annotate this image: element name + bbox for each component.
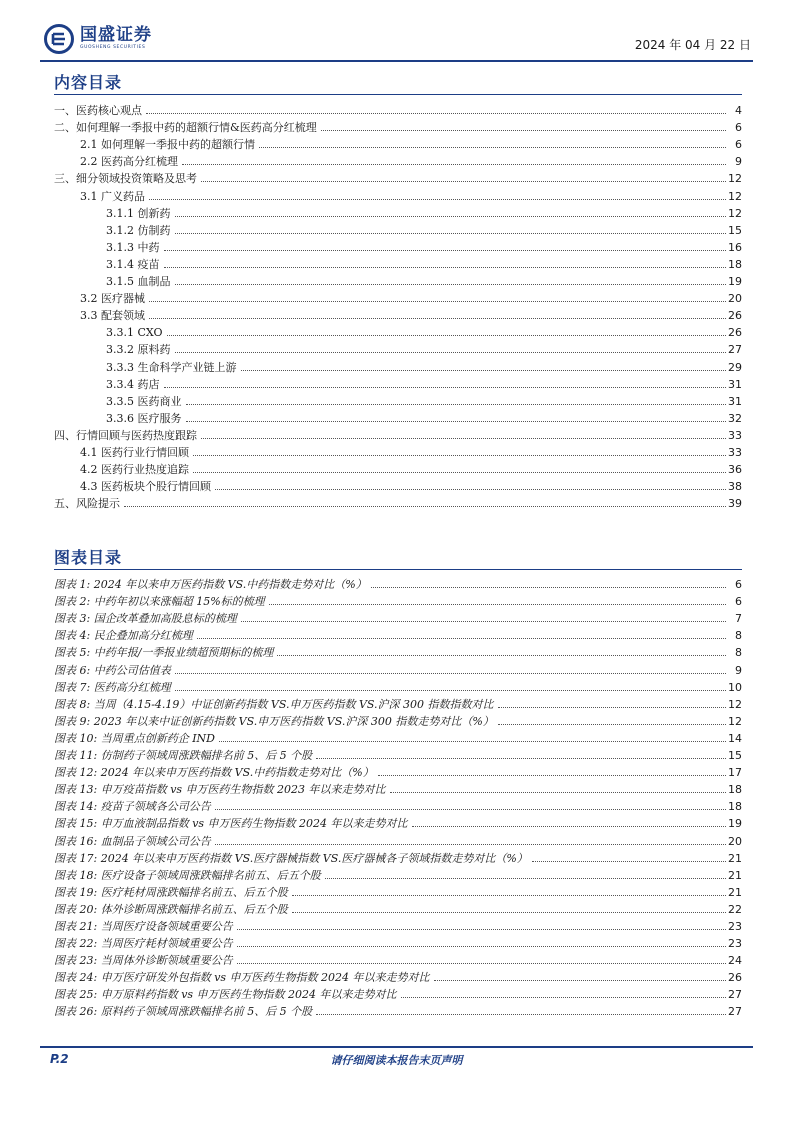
dot-leader bbox=[219, 740, 726, 742]
contents-entry-label: 3.1.1 创新药 bbox=[106, 206, 171, 220]
page-number: P.2 bbox=[50, 1052, 69, 1066]
figure-entry[interactable] bbox=[54, 574, 742, 591]
figure-entry-page: 23 bbox=[728, 919, 742, 933]
figure-entry-label: 图表 23: 当周体外诊断领域重要公告 bbox=[54, 954, 233, 968]
contents-entry-page: 31 bbox=[728, 377, 742, 391]
dot-leader bbox=[175, 672, 726, 674]
dot-leader bbox=[164, 386, 727, 388]
dot-leader bbox=[193, 454, 726, 456]
contents-entry-page: 19 bbox=[728, 275, 742, 289]
contents-entry-page: 12 bbox=[728, 206, 742, 220]
guosheng-logo-icon bbox=[44, 24, 74, 54]
figure-entry[interactable] bbox=[54, 933, 742, 950]
figure-entry-label: 图表 17: 2024 年以来申万医药指数 VS.医疗器械指数 VS.医疗器械各子领域指数走势对比（%） bbox=[54, 851, 528, 865]
contents-entry[interactable] bbox=[54, 493, 742, 510]
figure-entry-label: 图表 6: 中药公司估值表 bbox=[54, 663, 171, 677]
figure-entry[interactable] bbox=[54, 642, 742, 659]
contents-entry-label: 4.3 医药板块个股行情回顾 bbox=[80, 480, 211, 494]
contents-entry[interactable] bbox=[54, 254, 742, 271]
dot-leader bbox=[175, 232, 727, 234]
contents-entry-page: 12 bbox=[728, 172, 742, 186]
figure-entry[interactable] bbox=[54, 950, 742, 967]
contents-entry-label: 4.2 医药行业热度追踪 bbox=[80, 463, 189, 477]
contents-entry-label: 3.3.2 原料药 bbox=[106, 343, 171, 357]
dot-leader bbox=[215, 843, 726, 845]
contents-entry[interactable] bbox=[54, 220, 742, 237]
dot-leader bbox=[186, 420, 727, 422]
figure-entry-page: 6 bbox=[735, 578, 742, 592]
contents-title-divider bbox=[54, 94, 742, 95]
figure-entry[interactable] bbox=[54, 865, 742, 882]
contents-entry[interactable] bbox=[54, 203, 742, 220]
contents-entry-page: 39 bbox=[728, 497, 742, 511]
figure-entry[interactable] bbox=[54, 659, 742, 676]
contents-entry-label: 4.1 医药行业行情回顾 bbox=[80, 445, 189, 459]
contents-entry-label: 3.3 配套领域 bbox=[80, 309, 145, 323]
contents-entry[interactable] bbox=[54, 288, 742, 305]
page-header bbox=[40, 22, 753, 56]
contents-entry-page: 6 bbox=[735, 121, 742, 135]
contents-entry[interactable] bbox=[54, 374, 742, 391]
figures-title-divider bbox=[54, 569, 742, 570]
contents-entry[interactable] bbox=[54, 100, 742, 117]
figure-entry-page: 6 bbox=[735, 595, 742, 609]
figure-entry[interactable] bbox=[54, 848, 742, 865]
figure-entry[interactable] bbox=[54, 745, 742, 762]
contents-entry-page: 9 bbox=[735, 155, 742, 169]
figure-entry[interactable] bbox=[54, 591, 742, 608]
contents-entry-label: 2.2 医药高分红梳理 bbox=[80, 155, 178, 169]
figure-entry[interactable] bbox=[54, 967, 742, 984]
dot-leader bbox=[498, 723, 726, 725]
dot-leader bbox=[277, 654, 726, 656]
disclaimer-note: 请仔细阅读本报告末页声明 bbox=[330, 1054, 463, 1067]
contents-entry-page: 38 bbox=[728, 480, 742, 494]
figure-entry-label: 图表 8: 当周（4.15-4.19）中证创新药指数 VS.申万医药指数 VS.沪深 300 指数指数对比 bbox=[54, 697, 494, 711]
contents-entry-label: 3.3.4 药店 bbox=[106, 377, 160, 391]
dot-leader bbox=[149, 317, 726, 319]
figure-entry[interactable] bbox=[54, 779, 742, 796]
dot-leader bbox=[321, 129, 726, 131]
contents-entry-page: 26 bbox=[728, 309, 742, 323]
contents-entry[interactable] bbox=[54, 442, 742, 459]
figure-entry[interactable] bbox=[54, 728, 742, 745]
dot-leader bbox=[197, 637, 726, 639]
figure-entry-label: 图表 21: 当周医疗设备领域重要公告 bbox=[54, 919, 233, 933]
figure-entry[interactable] bbox=[54, 625, 742, 642]
dot-leader bbox=[193, 471, 726, 473]
figure-entry[interactable] bbox=[54, 677, 742, 694]
figure-entry[interactable] bbox=[54, 899, 742, 916]
figure-entry-page: 26 bbox=[728, 971, 742, 985]
dot-leader bbox=[215, 808, 726, 810]
contents-entry[interactable] bbox=[54, 185, 742, 202]
contents-entry-page: 26 bbox=[728, 326, 742, 340]
dot-leader bbox=[237, 945, 726, 947]
figure-entry[interactable] bbox=[54, 1001, 742, 1018]
contents-entry-page: 32 bbox=[728, 411, 742, 425]
figure-entry-page: 8 bbox=[735, 629, 742, 643]
figure-entry-label: 图表 24: 申万医疗研发外包指数 vs 申万医药生物指数 2024 年以来走势对比 bbox=[54, 971, 430, 985]
contents-entry-label: 3.1.3 中药 bbox=[106, 240, 160, 254]
contents-title: 内容目录 bbox=[54, 73, 123, 92]
contents-entry[interactable] bbox=[54, 459, 742, 476]
contents-entry-page: 36 bbox=[728, 463, 742, 477]
figure-entry-page: 12 bbox=[728, 714, 742, 728]
contents-entry[interactable] bbox=[54, 476, 742, 493]
figure-entry-page: 19 bbox=[728, 817, 742, 831]
figure-entry[interactable] bbox=[54, 796, 742, 813]
figure-entry-label: 图表 20: 体外诊断周涨跌幅排名前五、后五个股 bbox=[54, 902, 288, 916]
dot-leader bbox=[186, 403, 727, 405]
dot-leader bbox=[237, 962, 726, 964]
figure-entry-page: 10 bbox=[728, 680, 742, 694]
brand-name-en: GUOSHENG SECURITIES bbox=[80, 45, 146, 51]
dot-leader bbox=[292, 911, 726, 913]
contents-entry-label: 五、风险提示 bbox=[54, 497, 120, 511]
contents-entry-label: 2.1 如何理解一季报中药的超额行情 bbox=[80, 138, 255, 152]
brand-logo bbox=[44, 24, 152, 54]
dot-leader bbox=[167, 334, 726, 336]
contents-entry-page: 33 bbox=[728, 445, 742, 459]
figure-entry-page: 14 bbox=[728, 731, 742, 745]
contents-entry[interactable] bbox=[54, 408, 742, 425]
figure-entry-label: 图表 9: 2023 年以来中证创新药指数 VS.申万医药指数 VS.沪深 300 指数走势对比（%） bbox=[54, 714, 494, 728]
figure-entry[interactable] bbox=[54, 762, 742, 779]
figure-entry-label: 图表 26: 原料药子领域周涨跌幅排名前 5、后 5 个股 bbox=[54, 1005, 313, 1019]
dot-leader bbox=[175, 215, 727, 217]
contents-entry-page: 27 bbox=[728, 343, 742, 357]
figure-entry-label: 图表 4: 民企叠加高分红梳理 bbox=[54, 629, 193, 643]
contents-entry-page: 31 bbox=[728, 394, 742, 408]
contents-entry[interactable] bbox=[54, 168, 742, 185]
figure-entry[interactable] bbox=[54, 711, 742, 728]
figure-entry-label: 图表 7: 医药高分红梳理 bbox=[54, 680, 171, 694]
contents-entry[interactable] bbox=[54, 322, 742, 339]
contents-list bbox=[54, 100, 742, 510]
dot-leader bbox=[259, 146, 726, 148]
figure-entry-page: 12 bbox=[728, 697, 742, 711]
contents-entry-page: 4 bbox=[735, 104, 742, 118]
dot-leader bbox=[237, 928, 726, 930]
dot-leader bbox=[124, 505, 726, 507]
dot-leader bbox=[146, 112, 726, 114]
figure-entry-page: 27 bbox=[728, 1005, 742, 1019]
figure-entry-label: 图表 19: 医疗耗材周涨跌幅排名前五、后五个股 bbox=[54, 885, 288, 899]
header-divider bbox=[40, 60, 753, 62]
dot-leader bbox=[241, 369, 727, 371]
contents-entry[interactable] bbox=[54, 305, 742, 322]
figure-entry-page: 7 bbox=[735, 612, 742, 626]
contents-entry-label: 3.3.3 生命科学产业链上游 bbox=[106, 360, 237, 374]
contents-entry-page: 6 bbox=[735, 138, 742, 152]
figure-entry-label: 图表 16: 血制品子领域公司公告 bbox=[54, 834, 211, 848]
figure-entry-page: 27 bbox=[728, 988, 742, 1002]
figure-entry-page: 21 bbox=[728, 885, 742, 899]
dot-leader bbox=[316, 757, 726, 759]
figure-entry-label: 图表 12: 2024 年以来申万医药指数 VS.中药指数走势对比（%） bbox=[54, 766, 374, 780]
figure-entry-page: 21 bbox=[728, 868, 742, 882]
figure-entry-label: 图表 1: 2024 年以来申万医药指数 VS.中药指数走势对比（%） bbox=[54, 578, 367, 592]
contents-entry-label: 3.1.2 仿制药 bbox=[106, 223, 171, 237]
figure-entry[interactable] bbox=[54, 830, 742, 847]
contents-entry-page: 16 bbox=[728, 240, 742, 254]
dot-leader bbox=[532, 860, 726, 862]
dot-leader bbox=[175, 283, 727, 285]
dot-leader bbox=[164, 266, 727, 268]
figure-entry-label: 图表 2: 中药年初以来涨幅超 15%标的梳理 bbox=[54, 595, 265, 609]
figure-entry[interactable] bbox=[54, 882, 742, 899]
dot-leader bbox=[269, 603, 726, 605]
contents-entry-label: 3.3.5 医药商业 bbox=[106, 394, 182, 408]
figure-entry-page: 15 bbox=[728, 749, 742, 763]
contents-entry-label: 一、医药核心观点 bbox=[54, 104, 142, 118]
dot-leader bbox=[325, 877, 726, 879]
footer-divider bbox=[40, 1046, 753, 1048]
dot-leader bbox=[401, 996, 726, 998]
figure-entry-page: 9 bbox=[735, 663, 742, 677]
contents-entry[interactable] bbox=[54, 356, 742, 373]
figure-entry-label: 图表 15: 申万血液制品指数 vs 申万医药生物指数 2024 年以来走势对比 bbox=[54, 817, 408, 831]
contents-entry[interactable] bbox=[54, 339, 742, 356]
contents-entry-page: 18 bbox=[728, 257, 742, 271]
figure-entry-label: 图表 3: 国企改革叠加高股息标的梳理 bbox=[54, 612, 237, 626]
figure-entry-page: 24 bbox=[728, 954, 742, 968]
contents-entry[interactable] bbox=[54, 117, 742, 134]
contents-entry[interactable] bbox=[54, 134, 742, 151]
figure-entry-label: 图表 14: 疫苗子领域各公司公告 bbox=[54, 800, 211, 814]
dot-leader bbox=[164, 249, 727, 251]
figure-entry-page: 21 bbox=[728, 851, 742, 865]
report-date: 2024 年 04 月 22 日 bbox=[634, 38, 751, 52]
contents-entry-label: 3.1 广义药品 bbox=[80, 189, 145, 203]
contents-entry-page: 33 bbox=[728, 428, 742, 442]
dot-leader bbox=[390, 791, 726, 793]
dot-leader bbox=[434, 979, 726, 981]
figure-entry-page: 23 bbox=[728, 937, 742, 951]
figures-list bbox=[54, 574, 742, 1018]
figure-entry[interactable] bbox=[54, 694, 742, 711]
dot-leader bbox=[378, 774, 726, 776]
contents-entry-label: 3.3.1 CXO bbox=[106, 326, 163, 340]
figure-entry[interactable] bbox=[54, 984, 742, 1001]
dot-leader bbox=[182, 163, 726, 165]
contents-entry-label: 二、如何理解一季报中药的超额行情&医药高分红梳理 bbox=[54, 121, 317, 135]
figures-title: 图表目录 bbox=[54, 548, 123, 567]
dot-leader bbox=[316, 1013, 726, 1015]
figure-entry-label: 图表 22: 当周医疗耗材领域重要公告 bbox=[54, 937, 233, 951]
figure-entry-label: 图表 18: 医疗设备子领域周涨跌幅排名前五、后五个股 bbox=[54, 868, 321, 882]
figure-entry-page: 20 bbox=[728, 834, 742, 848]
figure-entry-page: 17 bbox=[728, 766, 742, 780]
figure-entry-page: 22 bbox=[728, 902, 742, 916]
contents-entry-page: 29 bbox=[728, 360, 742, 374]
contents-entry-label: 三、细分领域投资策略及思考 bbox=[54, 172, 197, 186]
dot-leader bbox=[498, 706, 726, 708]
contents-entry[interactable] bbox=[54, 151, 742, 168]
figure-entry[interactable] bbox=[54, 813, 742, 830]
figure-entry-label: 图表 13: 申万疫苗指数 vs 申万医药生物指数 2023 年以来走势对比 bbox=[54, 783, 386, 797]
contents-entry[interactable] bbox=[54, 391, 742, 408]
contents-entry[interactable] bbox=[54, 271, 742, 288]
contents-entry-label: 3.3.6 医疗服务 bbox=[106, 411, 182, 425]
dot-leader bbox=[292, 894, 726, 896]
figure-entry-label: 图表 11: 仿制药子领域周涨跌幅排名前 5、后 5 个股 bbox=[54, 749, 313, 763]
figure-entry-page: 18 bbox=[728, 800, 742, 814]
contents-entry-page: 20 bbox=[728, 292, 742, 306]
dot-leader bbox=[175, 351, 727, 353]
contents-entry-page: 15 bbox=[728, 223, 742, 237]
figure-entry-page: 8 bbox=[735, 646, 742, 660]
figure-entry-label: 图表 25: 申万原料药指数 vs 申万医药生物指数 2024 年以来走势对比 bbox=[54, 988, 397, 1002]
dot-leader bbox=[412, 825, 726, 827]
contents-entry-label: 3.1.4 疫苗 bbox=[106, 257, 160, 271]
figure-entry-label: 图表 10: 当周重点创新药企 IND bbox=[54, 731, 215, 745]
dot-leader bbox=[371, 586, 726, 588]
figure-entry[interactable] bbox=[54, 916, 742, 933]
dot-leader bbox=[215, 488, 726, 490]
dot-leader bbox=[201, 437, 726, 439]
figure-entry[interactable] bbox=[54, 608, 742, 625]
dot-leader bbox=[175, 689, 726, 691]
contents-entry-label: 3.1.5 血制品 bbox=[106, 275, 171, 289]
contents-entry[interactable] bbox=[54, 425, 742, 442]
contents-entry-page: 12 bbox=[728, 189, 742, 203]
dot-leader bbox=[149, 198, 726, 200]
figure-entry-label: 图表 5: 中药年报/一季报业绩超预期标的梳理 bbox=[54, 646, 274, 660]
contents-entry-label: 3.2 医疗器械 bbox=[80, 292, 145, 306]
contents-entry[interactable] bbox=[54, 237, 742, 254]
dot-leader bbox=[149, 300, 726, 302]
figure-entry-page: 18 bbox=[728, 783, 742, 797]
contents-entry-label: 四、行情回顾与医药热度跟踪 bbox=[54, 428, 197, 442]
dot-leader bbox=[201, 180, 726, 182]
brand-name-cn: 国盛证券 bbox=[80, 25, 152, 46]
dot-leader bbox=[241, 620, 726, 622]
